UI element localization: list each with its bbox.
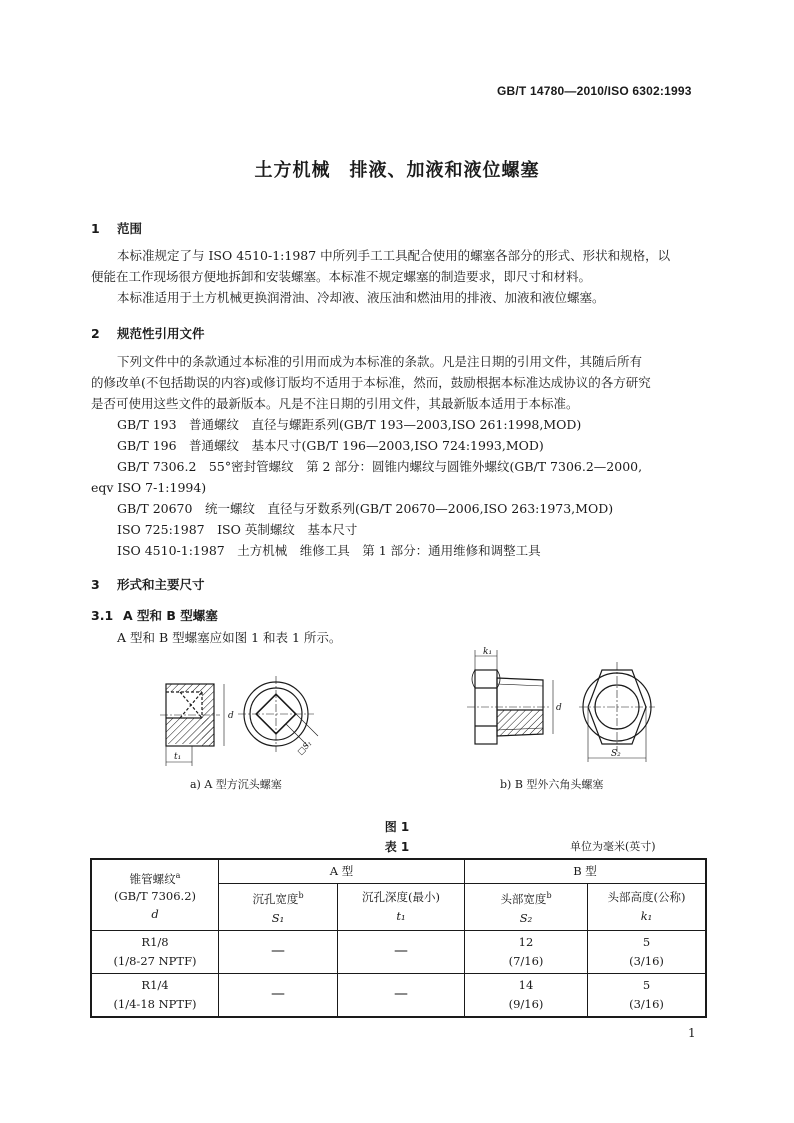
s2-inch: (7/16) — [508, 953, 544, 968]
cell-s1: — — [219, 930, 338, 973]
s1-symbol: S₁ — [300, 738, 314, 752]
thread-inch: (1/8-27 NPTF) — [113, 953, 197, 968]
cell-s1: — — [219, 973, 338, 1017]
section-1-title: 范围 — [117, 221, 143, 236]
paragraph: 本标准适用于土方机械更换润滑油、冷却液、液压油和燃油用的排液、加液和液位螺塞。 — [117, 290, 605, 305]
reference-item: GB/T 193 普通螺纹 直径与螺距系列(GB/T 193—2003,ISO 261:1998,MOD) — [117, 417, 582, 432]
col-s1-symbol: S₁ — [271, 910, 285, 925]
cell-thread — [91, 930, 219, 973]
dim-d-label: d — [228, 711, 234, 721]
page-number: 1 — [688, 1026, 696, 1040]
group-a-header: A 型 — [219, 859, 465, 884]
paragraph: 下列文件中的条款通过本标准的引用而成为本标准的条款。凡是注日期的引用文件，其随后所有 — [117, 354, 643, 369]
reference-item: GB/T 7306.2 55°密封管螺纹 第 2 部分：圆锥内螺纹与圆锥外螺纹(GB/T 7306.2—2000, — [117, 459, 643, 474]
section-1-body — [91, 245, 711, 308]
figure-b-caption: b) B 型外六角头螺塞 — [500, 778, 604, 791]
col-s2-symbol: S₂ — [519, 910, 533, 925]
dim-s1-label — [296, 739, 314, 757]
section-1-number: 1 — [91, 221, 100, 236]
section-2-title: 规范性引用文件 — [117, 326, 205, 341]
col-t1-symbol: t₁ — [396, 908, 406, 923]
thread-standard: (GB/T 7306.2) — [113, 889, 197, 904]
col-thread-header — [91, 859, 219, 930]
figure-a-caption: a) A 型方沉头螺塞 — [190, 778, 282, 791]
section-3-heading — [91, 575, 205, 593]
section-3-1-number: 3.1 — [91, 608, 114, 623]
dim-t1-label: t₁ — [174, 752, 182, 762]
section-1-heading — [91, 219, 142, 237]
group-b-header: B 型 — [465, 859, 707, 884]
s2-inch: (9/16) — [508, 996, 544, 1011]
square-symbol: □ — [295, 744, 308, 757]
section-2-number: 2 — [91, 326, 100, 341]
reference-item: GB/T 196 普通螺纹 基本尺寸(GB/T 196—2003,ISO 724:1993,MOD) — [117, 438, 544, 453]
cell-t1: — — [338, 930, 465, 973]
thread-label: 锥管螺纹 — [129, 871, 176, 886]
section-2-heading — [91, 324, 205, 342]
section-3-title: 形式和主要尺寸 — [117, 577, 205, 592]
section-2-body — [91, 351, 711, 561]
k1-inch: (3/16) — [629, 996, 664, 1011]
cell-s2 — [465, 930, 588, 973]
k1-inch: (3/16) — [629, 953, 664, 968]
table-label: 表 1 — [384, 840, 410, 854]
col-k1-header — [588, 884, 707, 931]
type-a-side-view — [160, 684, 224, 766]
paragraph: 是否可使用这些文件的最新版本。凡是不注日期的引用文件，其最新版本适用于本标准。 — [91, 396, 579, 411]
dim-k1-label: k₁ — [483, 647, 493, 657]
type-b-end-view — [579, 662, 655, 762]
figure-a-drawing — [150, 670, 360, 780]
thread-size: R1/4 — [141, 977, 169, 992]
cell-k1 — [588, 930, 707, 973]
thread-size: R1/8 — [141, 934, 169, 949]
page-title: 土方机械 排液、加液和液位螺塞 — [254, 160, 540, 181]
table-row — [91, 930, 706, 973]
thread-inch: (1/4-18 NPTF) — [113, 996, 197, 1011]
cell-t1: — — [338, 973, 465, 1017]
k1-mm: 5 — [642, 934, 651, 949]
col-s2-name: 头部宽度 — [500, 891, 547, 906]
footnote-b: b — [546, 891, 552, 900]
col-s2-header — [465, 884, 588, 931]
cell-thread — [91, 973, 219, 1017]
dim-d-label-b: d — [556, 703, 562, 713]
cell-k1 — [588, 973, 707, 1017]
col-k1-symbol: k₁ — [640, 908, 653, 923]
col-t1-name: 沉孔深度(最小) — [362, 889, 440, 904]
reference-item: ISO 725:1987 ISO 英制螺纹 基本尺寸 — [117, 522, 358, 537]
col-s1-name: 沉孔宽度 — [252, 891, 299, 906]
col-t1-header — [338, 884, 465, 931]
figure-b-drawing — [455, 646, 695, 766]
dim-s2-label: S₂ — [611, 749, 621, 759]
table-header-row — [91, 859, 706, 884]
footnote-a: a — [175, 870, 181, 880]
table-row — [91, 973, 706, 1017]
standard-number: GB/T 14780—2010/ISO 6302:1993 — [497, 84, 692, 98]
paragraph: 便能在工作现场很方便地拆卸和安装螺塞。本标准不规定螺塞的制造要求，即尺寸和材料。 — [91, 269, 592, 284]
reference-item: ISO 4510-1:1987 土方机械 维修工具 第 1 部分：通用维修和调整工具 — [117, 543, 541, 558]
type-b-side-view — [467, 650, 553, 744]
col-s1-header — [219, 884, 338, 931]
col-k1-name: 头部高度(公称) — [607, 889, 686, 904]
table-unit: 单位为毫米(英寸) — [570, 840, 656, 853]
section-3-1-title: A 型和 B 型螺塞 — [123, 608, 218, 623]
section-3-1-text: A 型和 B 型螺塞应如图 1 和表 1 所示。 — [117, 630, 342, 645]
s2-mm: 12 — [518, 934, 534, 949]
paragraph: 的修改单(不包括勘误的内容)或修订版均不适用于本标准，然而，鼓励根据本标准达成协议的各方研究 — [91, 375, 651, 390]
reference-item: GB/T 20670 统一螺纹 直径与牙数系列(GB/T 20670—2006,ISO 263:1973,MOD) — [117, 501, 614, 516]
footnote-b: b — [298, 891, 304, 900]
reference-item: eqv ISO 7-1:1994) — [91, 480, 207, 495]
thread-symbol: d — [151, 907, 159, 922]
dimensions-table — [90, 858, 707, 1018]
cell-s2 — [465, 973, 588, 1017]
paragraph: 本标准规定了与 ISO 4510-1:1987 中所列手工工具配合使用的螺塞各部分的形式、形状和规格，以 — [117, 248, 671, 263]
k1-mm: 5 — [642, 977, 651, 992]
section-3-1-heading — [91, 606, 218, 624]
s2-mm: 14 — [518, 977, 534, 992]
figure-label: 图 1 — [384, 820, 410, 834]
section-3-number: 3 — [91, 577, 100, 592]
